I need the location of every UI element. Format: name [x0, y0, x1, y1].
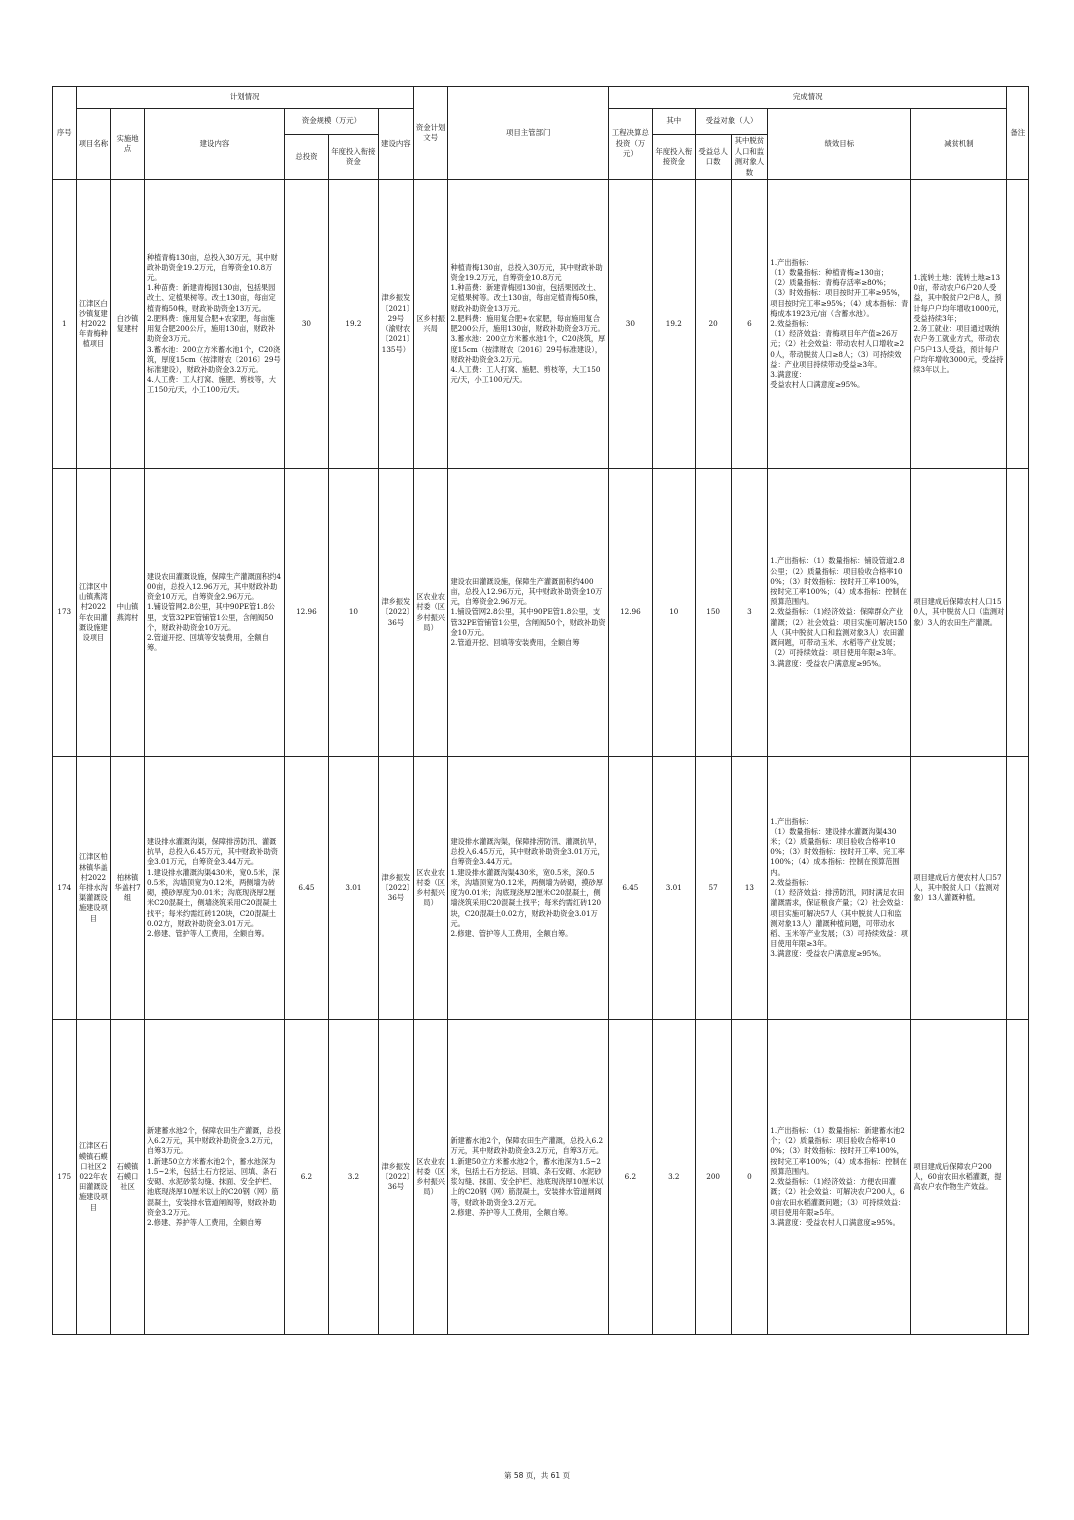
row-done-annual: 3.2: [652, 1020, 695, 1335]
row-fund-plan-no: 津乡振发〔2022〕36号: [378, 469, 413, 757]
header-total-invest: 总投资: [284, 135, 328, 180]
row-final-total: 30: [608, 180, 652, 469]
header-beneficiary: 受益对象（人）: [695, 109, 768, 135]
row-content: 建设农田灌溉设施，保障生产灌溉面积约400亩，总投入12.96万元，其中财政补助资金10万元，自筹资金2.96万元。 1.铺设管网2.8公里，其中90PE管1.8公里，支管32PE管铺管1公里，含闸阀50个，财政补助资金10万元。 2.管道开挖、回填等安装费用，全额自筹。: [144, 469, 284, 757]
row-benef-total: 57: [695, 757, 731, 1020]
row-fund-plan-no: 津乡振发〔2022〕36号: [378, 757, 413, 1020]
row-content: 新建蓄水池2个，保障农田生产灌溉，总投入6.2万元，其中财政补助资金3.2万元，自筹3万元。 1.新建50立方米蓄水池2个，蓄水池深为1.5~2米，包括土石方挖运、回填、条石安砌、水泥砂浆勾缝、抹面、安全护栏、池底现浇厚10厘米以上的C20钢（网）筋混凝土，安装排水管道闸阀等，财政补助资金3.2万元。 2.修建、养护等人工费用，全额自筹: [144, 1020, 284, 1335]
row-project-name: 江津区石蟆镇石蟆口社区2022年农田灌溉设施建设项目: [76, 1020, 111, 1335]
row-annual-invest: 19.2: [328, 180, 378, 469]
header-remark: 备注: [1007, 87, 1029, 180]
row-mechanism: 项目建成后保障农户200人，60亩农田水稻灌溉，提高农户农作物生产效益。: [911, 1020, 1007, 1335]
header-final-total: 工程决算总投资（万元）: [608, 109, 652, 180]
row-annual-invest: 3.01: [328, 757, 378, 1020]
header-mechanism: 减贫机制: [911, 109, 1007, 180]
row-done-annual: 10: [652, 469, 695, 757]
row-final-total: 12.96: [608, 469, 652, 757]
row-location: 白沙镇复建村: [111, 180, 145, 469]
header-benef-poor: 其中脱贫人口和监测对象人数: [731, 135, 768, 180]
row-benef-poor: 3: [731, 469, 768, 757]
table-row: [53, 180, 1029, 469]
row-benef-total: 20: [695, 180, 731, 469]
row-remark: [1007, 757, 1029, 1020]
row-benef-total: 150: [695, 469, 731, 757]
row-seq: 1: [53, 180, 77, 469]
row-project-name: 江津区白沙镇复建村2022年青梅种植项目: [76, 180, 111, 469]
header-done-annual: 年度投入衔接资金: [652, 135, 695, 180]
row-benef-poor: 13: [731, 757, 768, 1020]
header-done-group: 完成情况: [608, 87, 1007, 109]
row-seq: 173: [53, 469, 77, 757]
row-remark: [1007, 469, 1029, 757]
row-done-annual: 19.2: [652, 180, 695, 469]
row-total-invest: 30: [284, 180, 328, 469]
row-content: 建设排水灌溉沟渠，保障排涝防汛、灌溉抗旱，总投入6.45万元，其中财政补助资金3.01万元，自筹资金3.44万元。 1.建设排水灌溉沟渠430米，宽0.5米，深0.5米，沟墙顶宽为0.12米，两侧墙为砖砌，摸砂厚度为0.01米；沟底现浇厚2厘米C20混凝土，侧墙浇筑采用C20混凝土找平；每米约需红砖120块，C20混凝土0.02方，财政补助资金3.01万元。 2.修建、管护等人工费用，全额自筹。: [144, 757, 284, 1020]
page-footer: 第 58 页，共 61 页: [503, 1471, 571, 1480]
header-among: 其中: [652, 109, 695, 135]
row-goal: 1.产出指标：（1）数量指标：铺设管道2.8公里；（2）质量指标：项目验收合格率100%；（3）时效指标：按时开工率100%，按时完工率100%；（4）成本指标：控制在预算范围内。 2.效益指标：（1)经济效益：保障群众产业灌溉；（2）社会效益：项目实施可解决150人（其中脱贫人口和监测对象3人）农田灌溉问题，可带动玉米、水稻等产业发展；（2）可持续效益：项目使用年限≥3年。 3.满意度：受益农户满意度≥95%。: [768, 469, 911, 757]
header-annual-invest: 年度投入衔接资金: [328, 135, 378, 180]
row-dept: 区乡村振兴局: [413, 180, 448, 469]
row-seq: 174: [53, 757, 77, 1020]
row-total-invest: 6.2: [284, 1020, 328, 1335]
header-location: 实施地点: [111, 109, 145, 180]
table-row: [53, 1020, 1029, 1335]
row-location: 柏林镇华盖村7组: [111, 757, 145, 1020]
row-final-total: 6.2: [608, 1020, 652, 1335]
row-fund-plan-no: 津乡振发〔2022〕36号: [378, 1020, 413, 1335]
row-annual-invest: 10: [328, 469, 378, 757]
header-done-content: 建设内容: [378, 109, 413, 180]
header-fund-plan-no: 资金计划文号: [413, 87, 448, 180]
header-goal: 绩效目标: [768, 109, 911, 180]
row-done-content: 新建蓄水池2个，保障农田生产灌溉，总投入6.2万元，其中财政补助资金3.2万元，自筹3万元。 1.新建50立方米蓄水池2个，蓄水池深为1.5~2米，包括土石方挖运、回填、条石安砌、水泥砂浆勾缝、抹面、安全护栏、池底现浇厚10厘米以上的C20钢（网）筋混凝土，安装排水管道闸阀等，财政补助资金3.2万元。 2.修建、养护等人工费用，全额自筹。: [448, 1020, 608, 1335]
header-plan-group: 计划情况: [76, 87, 413, 109]
table-row: [53, 469, 1029, 757]
row-benef-poor: 6: [731, 180, 768, 469]
row-dept: 区农业农村委（区乡村振兴局）: [413, 757, 448, 1020]
row-dept: 区农业农村委（区乡村振兴局）: [413, 469, 448, 757]
row-content: 种植青梅130亩，总投入30万元，其中财政补助资金19.2万元，自筹资金10.8万元。 1.种苗费：新建青梅园130亩，包括果园改土、定植果树等。改土130亩，每亩定植青梅50株，财政补助资金13万元。 2.肥料费：施用复合肥+农家肥，每亩施用复合肥200公斤，施用130亩，财政补助资金3万元。 3.蓄水池：200立方米蓄水池1个，C20浇筑，厚度15cm（按津财农〔2016〕29号标准建设），财政补助资金3.2万元。 4.人工费：工人打窝、施肥、剪枝等，大工150元/天，小工100元/天。: [144, 180, 284, 469]
row-total-invest: 6.45: [284, 757, 328, 1020]
row-location: 中山镇燕湾村: [111, 469, 145, 757]
row-remark: [1007, 1020, 1029, 1335]
row-goal: 1.产出指标： （1）数量指标：种植青梅≥130亩； （2）质量指标：青梅存活率≥80%； （3）时效指标：项目按时开工率≥95%，项目按时完工率≥95%；（4）成本指标：青梅成本1923元/亩（含蓄水池）。 2.效益指标： （1）经济效益：青梅项目年产值≥26万元；（2）社会效益：带动农村人口增收≥20人，带动脱贫人口≥8人；（3）可持续效益：产业项目持续带动受益≥3年。 3.满意度： 受益农村人口满意度≥95%。: [768, 180, 911, 469]
header-project-name: 项目名称: [76, 109, 111, 180]
project-table: [52, 86, 1029, 1335]
row-remark: [1007, 180, 1029, 469]
header-dept: 项目主管部门: [448, 87, 608, 180]
row-mechanism: 1.流转土地：流转土地≥130亩，带动农户6户20人受益，其中脱贫户2户8人，预计每户户均年增收1000元，受益持续3年； 2.务工就业：项目通过吸纳农户务工就业方式，带动农户5户13人受益，预计每户户均年增收3000元，受益持续3年以上。: [911, 180, 1007, 469]
row-benef-poor: 0: [731, 1020, 768, 1335]
row-goal: 1.产出指标： （1）数量指标：建设排水灌溉沟渠430米；（2）质量指标：项目验收合格率100%；（3）时效指标：按时开工率、完工率100%；（4）成本指标：控制在预算范围内。 2.效益指标： （1）经济效益：排涝防汛，同时满足农田灌溉需求，保证粮食产量；（2）社会效益：项目实施可解决57人（其中脱贫人口和监测对象13人）灌溉种植问题，可带动水稻、玉米等产业发展；（3）可持续效益：项目使用年限≥3年。 3.满意度：受益农户满意度≥95%。: [768, 757, 911, 1020]
row-project-name: 江津区中山镇燕湾村2022年农田灌溉设施建设项目: [76, 469, 111, 757]
header-seq: 序号: [53, 87, 77, 180]
row-project-name: 江津区柏林镇华盖村2022年排水沟渠灌溉设施建设项目: [76, 757, 111, 1020]
row-dept: 区农业农村委（区乡村振兴局）: [413, 1020, 448, 1335]
row-done-annual: 3.01: [652, 757, 695, 1020]
header-content: 建设内容: [144, 109, 284, 180]
row-seq: 175: [53, 1020, 77, 1335]
table-row: [53, 757, 1029, 1020]
row-done-content: 建设农田灌溉设施，保障生产灌溉面积约400亩，总投入12.96万元，其中财政补助资金10万元，自筹资金2.96万元。 1.铺设管网2.8公里，其中90PE管1.8公里，支管32PE管铺管1公里，含闸阀50个，财政补助资金10万元。 2.管道开挖、回填等安装费用，全额自筹: [448, 469, 608, 757]
row-fund-plan-no: 津乡振发〔2021〕29号（渝财农〔2021〕135号）: [378, 180, 413, 469]
row-done-content: 种植青梅130亩，总投入30万元，其中财政补助资金19.2万元，自筹资金10.8万元 1.种苗费：新建青梅园130亩，包括果园改土、定植果树等。改土130亩，每亩定植青梅50株，财政补助资金13万元。 2.肥料费：施用复合肥+农家肥，每亩施用复合肥200公斤，施用130亩，财政补助资金3万元。 3.蓄水池：200立方米蓄水池1个，C20浇筑，厚度15cm（按津财农〔2016〕29号标准建设），财政补助资金3.2万元。 4.人工费：工人打窝、施肥、剪枝等，大工150元/天，小工100元/天。: [448, 180, 608, 469]
header-fund-scale: 资金规模（万元）: [284, 109, 378, 135]
row-mechanism: 项目建成后保障农村人口150人，其中脱贫人口（监测对象）3人的农田生产灌溉。: [911, 469, 1007, 757]
row-final-total: 6.45: [608, 757, 652, 1020]
row-benef-total: 200: [695, 1020, 731, 1335]
header-benef-total: 受益总人口数: [695, 135, 731, 180]
row-mechanism: 项目建成后方便农村人口57人，其中脱贫人口（监测对象）13人灌溉种植。: [911, 757, 1007, 1020]
row-goal: 1.产出指标：（1）数量指标：新建蓄水池2个；（2）质量指标：项目验收合格率100%；（3）时效指标：按时开工率100%，按时完工率100%；（4）成本指标：控制在预算范围内。 2.效益指标：（1)经济效益：方便农田灌溉；（2）社会效益：可解决农户200人，60亩农田水稻灌溉问题；（3）可持续效益：项目使用年限≥5年。 3.满意度：受益农村人口满意度≥95%。: [768, 1020, 911, 1335]
row-annual-invest: 3.2: [328, 1020, 378, 1335]
row-done-content: 建设排水灌溉沟渠，保障排涝防汛、灌溉抗旱，总投入6.45万元，其中财政补助资金3.01万元，自筹资金3.44万元。 1.建设排水灌溉沟渠430米，宽0.5米，深0.5米，沟墙顶宽为0.12米，两侧墙为砖砌，摸砂厚度为0.01米；沟底现浇厚2厘米C20混凝土，侧墙浇筑采用C20混凝土找平；每米约需红砖120块，C20混凝土0.02方，财政补助资金3.01万元。 2.修建、管护等人工费用，全额自筹。: [448, 757, 608, 1020]
row-location: 石蟆镇石蟆口社区: [111, 1020, 145, 1335]
row-total-invest: 12.96: [284, 469, 328, 757]
